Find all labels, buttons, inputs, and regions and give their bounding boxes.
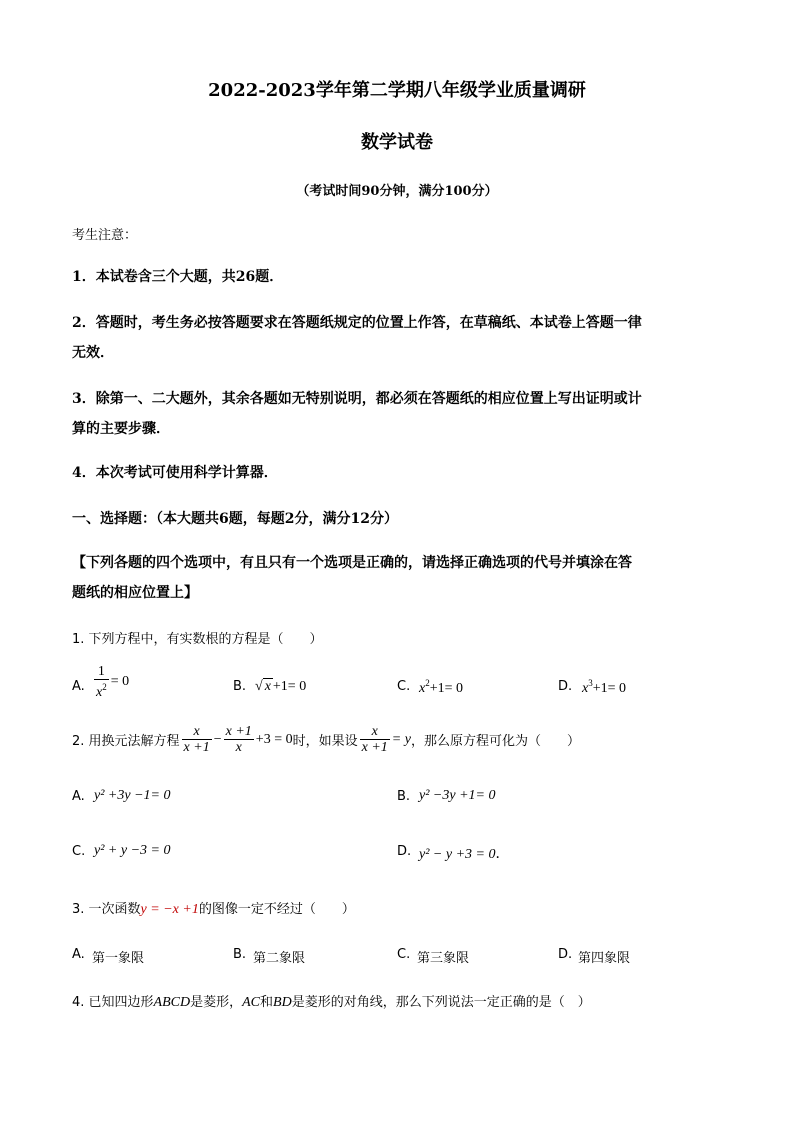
q2-label-a: A.	[72, 789, 85, 804]
exam-title: 2022-2023学年第二学期八年级学业质量调研	[208, 80, 586, 101]
section-instruction-2: 题纸的相应位置上】	[72, 585, 198, 601]
q1-label-d: D.	[558, 679, 573, 694]
notice-item-1: 1．本试卷含三个大题，共26题．	[72, 269, 284, 285]
q1-option-c: $x^2+1= 0$	[419, 678, 464, 696]
notice-item-4: 4．本次考试可使用科学计算器．	[72, 465, 278, 481]
q1-stem: 1. 下列方程中，有实数根的方程是（ ）	[72, 632, 323, 647]
exam-info: （考试时间90分钟，满分100分）	[296, 184, 498, 199]
q3-option-b: 第二象限	[253, 951, 306, 966]
q4-stem: 4. 已知四边形ABCD是菱形，AC和BD是菱形的对角线，那么下列说法一定正确的是（ ）	[72, 995, 591, 1010]
q3-label-d: D.	[558, 947, 573, 962]
q2-label-b: B.	[397, 789, 411, 804]
q3-stem: 3. 一次函数y = −x +1的图像一定不经过（ ）	[72, 902, 355, 917]
q2-option-b: y² −3y +1= 0	[419, 788, 496, 803]
q3-option-c: 第三象限	[417, 951, 470, 966]
q3-option-a: 第一象限	[92, 951, 145, 966]
section-instruction-1: 【下列各题的四个选项中，有且只有一个选项是正确的，请选择正确选项的代号并填涂在答	[72, 555, 632, 571]
q2-label-d: D.	[397, 844, 412, 859]
q3-option-d: 第四象限	[578, 951, 631, 966]
q2-fraction-2: $\frac{x +1}{x}$	[225, 724, 252, 755]
q2-fraction-1: $\frac{x}{x +1}$	[183, 724, 210, 755]
notice-item-2: 2．答题时，考生务必按答题要求在答题纸规定的位置上作答，在草稿纸、本试卷上答题一律	[72, 315, 642, 331]
notice-heading: 考生注意：	[72, 228, 138, 243]
q2-option-d: y² − y +3 = 0．	[419, 847, 510, 862]
q2-stem: 2. 用换元法解方程 $\frac{x}{x +1}$ − $\frac{x +1}{x}$ +3 = 0 时，如果设 $\frac{x}{x +1}$ = y ，那么原方程可化为（ ）	[72, 724, 580, 755]
subject-title: 数学试卷	[361, 132, 433, 153]
q1-label-b: B.	[233, 679, 247, 694]
q3-label-c: C.	[397, 947, 411, 962]
q1-option-d: $x^3+1= 0$	[582, 678, 627, 696]
section-heading: 一、选择题：（本大题共6题，每题2分，满分12分）	[72, 511, 398, 527]
q1-option-a: $\frac{1}{x^2}$ = 0	[96, 664, 130, 700]
notice-item-2-cont: 无效．	[72, 345, 114, 361]
q3-label-a: A.	[72, 947, 85, 962]
q2-option-c: y² + y −3 = 0	[94, 843, 171, 858]
q3-function: y = −x +1	[140, 902, 199, 917]
q1-label-a: A.	[72, 679, 85, 694]
notice-item-3-cont: 算的主要步骤．	[72, 421, 170, 437]
q1-option-b: √ x +1= 0	[255, 679, 307, 694]
q2-fraction-3: $\frac{x}{x +1}$	[361, 724, 388, 755]
q2-label-c: C.	[72, 844, 86, 859]
q3-label-b: B.	[233, 947, 247, 962]
q2-option-a: y² +3y −1= 0	[94, 788, 171, 803]
q1-label-c: C.	[397, 679, 411, 694]
notice-item-3: 3．除第一、二大题外，其余各题如无特别说明，都必须在答题纸的相应位置上写出证明或计	[72, 391, 642, 407]
